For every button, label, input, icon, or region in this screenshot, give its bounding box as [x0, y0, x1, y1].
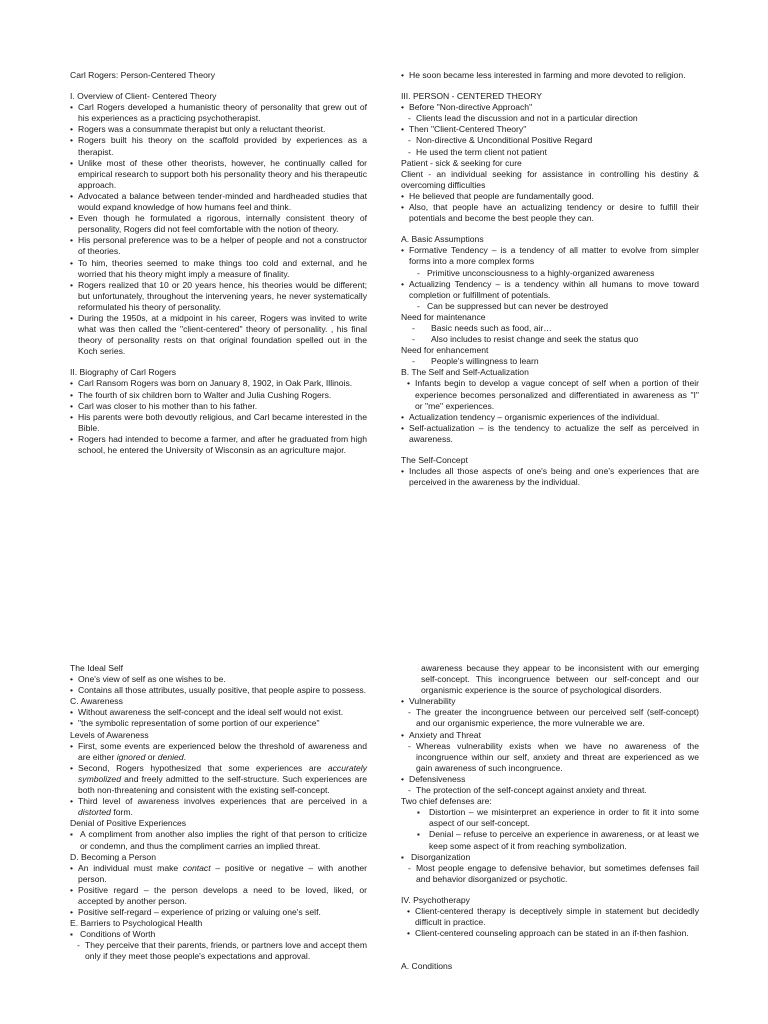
list-item: • Rogers realized that 10 or 20 years hence, his theories would be different; but unfortunately, throughout the intervening years, he never systematically reformulated his theory of personality. [70, 280, 367, 313]
ideal-self-heading: The Ideal Self [70, 663, 124, 673]
section-heading-biography: II. Biography of Carl Rogers [70, 367, 177, 378]
text-run: form. [110, 807, 133, 818]
bottom-right-column [401, 663, 699, 972]
sub-item: - Clients lead the discussion and not in a particular direction [401, 113, 699, 124]
list-item: ▪ Conditions of Worth [70, 929, 367, 940]
list-item: • Before "Non-directive Approach" [401, 102, 699, 113]
text-run: – positive or negative – with another person. [78, 862, 367, 884]
list-item [70, 763, 367, 796]
sub-item: - Basic needs such as food, air… [401, 323, 699, 334]
list-item: • He soon became less interested in farming and more devoted to religion. [401, 70, 699, 81]
top-right-column [401, 70, 699, 488]
need-enhancement-heading: Need for enhancement [401, 345, 489, 356]
text-run: Third level of awareness involves experiences that are perceived in a [78, 796, 367, 807]
sub-item: - He used the term client not patient [401, 147, 699, 158]
list-item: • To him, theories seemed to make things too cold and external, and he worried that his theory might imply a measure of finality. [70, 258, 367, 280]
list-item: • "the symbolic representation of some portion of our experience" [70, 718, 367, 729]
psychotherapy-heading: IV. Psychotherapy [401, 894, 470, 905]
list-item: • Vulnerability [401, 696, 699, 707]
patient-definition: Patient - sick & seeking for cure [401, 157, 522, 168]
two-defenses-heading: Two chief defenses are: [401, 796, 492, 807]
list-item: • Rogers was a consummate therapist but only a reluctant theorist. [70, 124, 367, 135]
text-run: or [145, 751, 158, 762]
list-item [70, 796, 367, 818]
sub-item: ▪ Denial – refuse to perceive an experience in awareness, or at least we keep some aspect of it from reaching symbolization. [401, 829, 699, 851]
sub-item: - The protection of the self-concept against anxiety and threat. [401, 785, 699, 796]
text-run: and freely admitted to the self-structure. Such experiences are both non-threatening and consistent with the existing self-concept. [78, 773, 367, 796]
emphasis: ignored [116, 751, 146, 762]
list-item: • Advocated a balance between tender-minded and hardheaded studies that would expand knowledge of how humans feel and think. [70, 191, 367, 213]
awareness-heading: C. Awareness [70, 696, 123, 707]
text-run: Second, Rogers hypothesized that some experiences are [78, 762, 328, 773]
list-item: • Carl was closer to his mother than to his father. [70, 401, 367, 412]
list-item: • His parents were both devoutly religious, and Carl became interested in the Bible. [70, 412, 367, 434]
list-item: • The fourth of six children born to Walter and Julia Cushing Rogers. [70, 390, 367, 401]
sub-item: ▪ Distortion – we misinterpret an experience in order to fit it into some aspect of our self-concept. [401, 807, 699, 829]
text-run: . [183, 751, 186, 762]
sub-item: - Non-directive & Unconditional Positive Regard [401, 135, 699, 146]
list-item: • Unlike most of these other theorists, however, he continually called for empirical research to support both his personality theory and his therapeutic approach. [70, 158, 367, 191]
list-item [70, 863, 367, 885]
document-title: Carl Rogers: Person-Centered Theory [70, 70, 216, 80]
list-item: • Also, that people have an actualizing tendency or desire to fulfill their potentials and become the best people they can. [401, 202, 699, 224]
sub-item: - People's willingness to learn [401, 356, 699, 367]
list-item: • Carl Rogers developed a humanistic theory of personality that grew out of his experiences as a practicing psychotherapist. [70, 102, 367, 124]
list-item: • His personal preference was to be a helper of people and not a constructor of theories. [70, 235, 367, 257]
list-item: • Defensiveness [401, 774, 699, 785]
list-item: • Client-centered counseling approach can be stated in an if-then fashion. [401, 928, 699, 939]
sub-item: - Whereas vulnerability exists when we have no awareness of the incongruence within our self, anxiety and threat are experienced as we gain awareness of such incongruence. [401, 741, 699, 774]
list-item: • Positive regard – the person develops a need to be loved, liked, or accepted by another person. [70, 885, 367, 907]
list-item: • Rogers had intended to become a farmer, and after he graduated from high school, he entered the University of Wisconsin as an agriculture major. [70, 434, 367, 456]
subsection-heading-basic-assumptions: A. Basic Assumptions [401, 234, 484, 245]
top-left-column [70, 70, 367, 456]
list-item: • Actualization tendency – organismic experiences of the individual. [401, 412, 699, 423]
list-item: • Contains all those attributes, usually positive, that people aspire to possess. [70, 685, 367, 696]
bottom-left-column [70, 663, 367, 963]
self-concept-heading: The Self-Concept [401, 455, 468, 465]
list-item: • Positive self-regard – experience of prizing or valuing one's self. [70, 907, 367, 918]
subsection-heading-self: B. The Self and Self-Actualization [401, 367, 529, 378]
list-item: • Includes all those aspects of one's being and one's experiences that are perceived in the awareness by the individual. [401, 466, 699, 488]
list-item: • Formative Tendency – is a tendency of all matter to evolve from simpler forms into a more complex forms [401, 245, 699, 267]
list-item: • Even though he formulated a rigorous, internally consistent theory of personality, Rogers did not feel comfortable with the notion of theory. [70, 213, 367, 235]
sub-item: - Also includes to resist change and seek the status quo [401, 334, 699, 345]
levels-of-awareness-heading: Levels of Awareness [70, 729, 149, 740]
sub-item: - They perceive that their parents, friends, or partners love and accept them only if they meet those people's expectations and approval. [70, 940, 367, 962]
sub-item: - Can be suppressed but can never be destroyed [401, 301, 699, 312]
text-run: An individual must make [78, 862, 183, 873]
becoming-person-heading: D. Becoming a Person [70, 851, 156, 862]
section-heading-person-centered: III. PERSON - CENTERED THEORY [401, 91, 543, 102]
list-item: ▪ Disorganization [401, 852, 699, 863]
barriers-heading: E. Barriers to Psychological Health [70, 918, 203, 929]
list-item: • Then "Client-Centered Theory" [401, 124, 699, 135]
list-item: • Anxiety and Threat [401, 730, 699, 741]
list-item: • One's view of self as one wishes to be. [70, 674, 367, 685]
list-item: • Without awareness the self-concept and the ideal self would not exist. [70, 707, 367, 718]
continued-paragraph: awareness because they appear to be inconsistent with our emerging self-concept. This incongruence between our self-concept and our organismic experience is the source of psychological disorders. [421, 663, 699, 696]
text-run: First, some events are experienced below the threshold of awareness and are either [78, 740, 367, 762]
list-item: • Carl Ransom Rogers was born on January 8, 1902, in Oak Park, Illinois. [70, 378, 367, 389]
denial-heading: Denial of Positive Experiences [70, 818, 187, 829]
emphasis: distorted [78, 807, 111, 818]
list-item: • During the 1950s, at a midpoint in his career, Rogers was invited to write what was then called the "client-centered" theory of personality. , his final theory of personality rests on that original foundation spelled out in the Koch series. [70, 313, 367, 357]
sub-item: - Most people engage to defensive behavior, but sometimes defenses fail and behavior disorganized or psychotic. [401, 863, 699, 885]
list-item: • He believed that people are fundamentally good. [401, 191, 699, 202]
sub-item: - Primitive unconsciousness to a highly-organized awareness [401, 268, 699, 279]
client-definition: Client - an individual seeking for assistance in controlling his destiny & overcoming difficulties [401, 168, 699, 190]
list-item: • Client-centered therapy is deceptively simple in statement but decidedly difficult in practice. [401, 906, 699, 928]
emphasis: denied [157, 751, 184, 762]
list-item: • Actualizing Tendency – is a tendency within all humans to move toward completion or fulfillment of potentials. [401, 279, 699, 301]
section-heading-overview: I. Overview of Client- Centered Theory [70, 91, 217, 102]
list-item: ▪ A compliment from another also implies the right of that person to criticize or condemn, and thus the compliment carries an implied threat. [70, 829, 367, 851]
list-item: • Infants begin to develop a vague concept of self when a portion of their experience becomes personalized and differentiated in awareness as "I" or "me" experiences. [401, 378, 699, 411]
list-item [70, 741, 367, 763]
emphasis: contact [182, 862, 211, 873]
sub-item: - The greater the incongruence between our perceived self (self-concept) and our organismic experience, the more vulnerable we are. [401, 707, 699, 729]
need-maintenance-heading: Need for maintenance [401, 311, 486, 322]
list-item: • Self-actualization – is the tendency to actualize the self as perceived in awareness. [401, 423, 699, 445]
emphasis: accurately symbolized [78, 762, 367, 784]
list-item: • Rogers built his theory on the scaffold provided by experiences as a therapist. [70, 135, 367, 157]
conditions-heading: A. Conditions [401, 961, 453, 972]
